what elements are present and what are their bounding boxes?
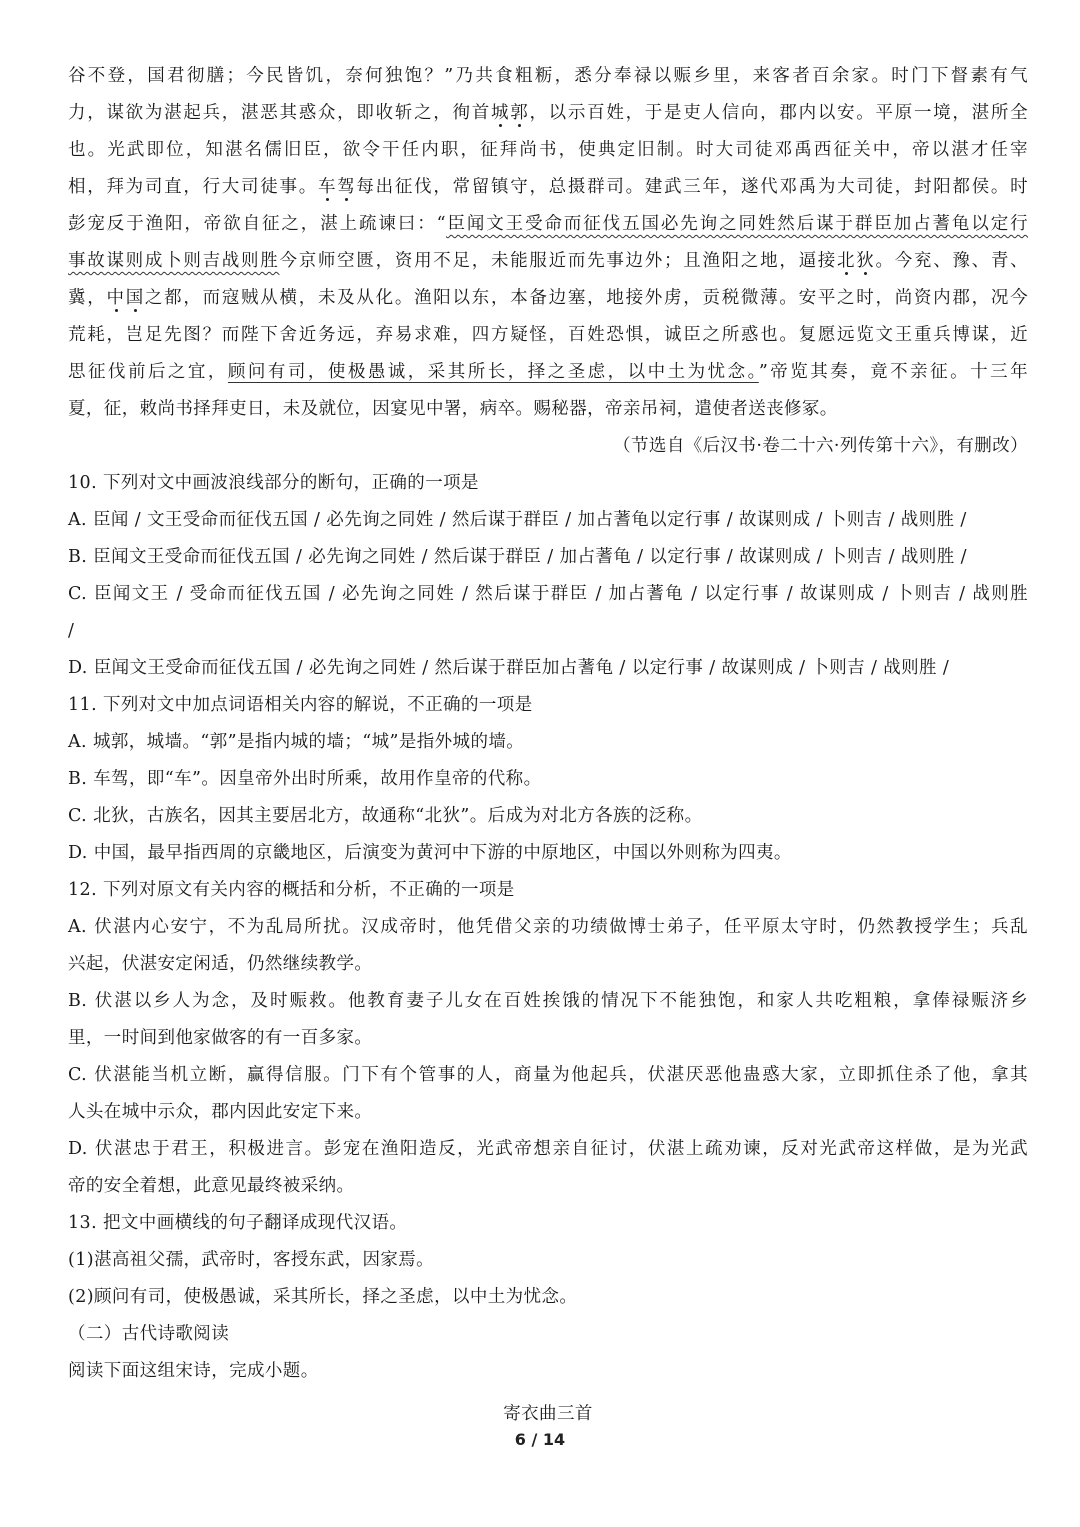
q12-option-a-line2: 兴起，伏湛安定闲适，仍然继续教学。 xyxy=(68,954,373,974)
dotted-char-di: 狄 xyxy=(856,251,876,271)
section2-instruction: 阅读下面这组宋诗，完成小题。 xyxy=(68,1361,319,1381)
passage-line-9: 思征伐前后之宜，顾问有司，使极愚诚，采其所长，择之圣虑，以中土为忧念。”帝览其奏，竟不亲征。十三年 xyxy=(68,362,1028,382)
q13-sentence-2: (2)顾问有司，使极愚诚，采其所长，择之圣虑，以中土为忧念。 xyxy=(68,1287,578,1307)
q10-stem: 10. 下列对文中画波浪线部分的断句，正确的一项是 xyxy=(68,473,479,493)
dotted-char-jia: 驾 xyxy=(337,177,357,197)
dotted-char-cheng: 城 xyxy=(490,103,511,123)
q11-option-b: B. 车驾，即“车”。因皇帝外出时所乘，故用作皇帝的代称。 xyxy=(68,769,542,789)
q11-stem: 11. 下列对文中加点词语相关内容的解说，不正确的一项是 xyxy=(68,695,533,715)
dotted-char-zhong: 中 xyxy=(106,288,126,308)
section2-heading: （二）古代诗歌阅读 xyxy=(68,1324,230,1344)
q10-option-c-cont: / xyxy=(68,621,75,641)
q12-option-b-line2: 里，一时间到他家做客的有一百多家。 xyxy=(68,1028,373,1048)
q11-option-c: C. 北狄，古族名，因其主要居北方，故通称“北狄”。后成为对北方各族的泛称。 xyxy=(68,806,703,826)
passage-source: （节选自《后汉书·卷二十六·列传第十六》，有删改） xyxy=(613,436,1028,456)
passage-line-10: 夏，征，敕尚书择拜吏日，未及就位，因宴见中署，病卒。赐秘器，帝亲吊祠，遣使者送丧修冢。 xyxy=(68,399,838,419)
q10-option-c: C. 臣闻文王 / 受命而征伐五国 / 必先询之同姓 / 然后谋于群臣 / 加占蓍龟 / 以定行事 / 故谋则成 / 卜则吉 / 战则胜 xyxy=(68,584,1028,604)
dotted-char-che: 车 xyxy=(317,177,338,197)
passage-line-3: 也。光武即位，知湛名儒旧臣，欲令干任内职，征拜尚书，使典定旧制。时大司徒邓禹西征关中，帝以湛才任宰 xyxy=(68,140,1028,160)
dotted-char-bei: 北 xyxy=(837,251,857,271)
poem-title: 寄衣曲三首 xyxy=(503,1404,593,1424)
q11-option-a: A. 城郭，城墙。“郭”是指内城的墙；“城”是指外城的墙。 xyxy=(68,732,525,752)
q12-option-a-line1: A. 伏湛内心安宁，不为乱局所扰。汉成帝时，他凭借父亲的功绩做博士弟子，任平原太守时，仍然教授学生；兵乱 xyxy=(68,917,1028,937)
q13-sentence-1: (1)湛高祖父孺，武帝时，客授东武，因家焉。 xyxy=(68,1250,435,1270)
q12-option-d-line2: 帝的安全着想，此意见最终被采纳。 xyxy=(68,1176,355,1196)
passage-line-7: 冀，中国之都，而寇贼从横，未及从化。渔阳以东，本备边塞，地接外虏，贡税微薄。安平之时，尚资内郡，况今 xyxy=(68,288,1028,308)
q13-stem: 13. 把文中画横线的句子翻译成现代汉语。 xyxy=(68,1213,408,1233)
wavy-underline-part2: 事故谋则成卜则吉战则胜 xyxy=(68,251,280,271)
q10-option-b: B. 臣闻文王受命而征伐五国 / 必先询之同姓 / 然后谋于群臣 / 加占蓍龟 / 以定行事 / 故谋则成 / 卜则吉 / 战则胜 / xyxy=(68,547,967,567)
q12-option-c-line2: 人头在城中示众，郡内因此安定下来。 xyxy=(68,1102,373,1122)
wavy-underline-part1: 臣闻文王受命而征伐五国必先询之同姓然后谋于群臣加占蓍龟以定行 xyxy=(445,214,1028,234)
q12-option-c-line1: C. 伏湛能当机立断，赢得信服。门下有个管事的人，商量为他起兵，伏湛厌恶他蛊惑大家，立即抓住杀了他，拿其 xyxy=(68,1065,1029,1085)
q12-stem: 12. 下列对原文有关内容的概括和分析，不正确的一项是 xyxy=(68,880,515,900)
passage-line-5: 彭宠反于渔阳，帝欲自征之，湛上疏谏曰：“臣闻文王受命而征伐五国必先询之同姓然后谋于群臣加占蓍龟以定行 xyxy=(68,214,1028,234)
q12-option-b-line1: B. 伏湛以乡人为念，及时赈救。他教育妻子儿女在百姓挨饿的情况下不能独饱，和家人共吃粗粮，拿俸禄赈济乡 xyxy=(68,991,1028,1011)
page-number: 6 / 14 xyxy=(514,1430,566,1449)
q11-option-d: D. 中国，最早指西周的京畿地区，后演变为黄河中下游的中原地区，中国以外则称为四夷。 xyxy=(68,843,792,863)
q10-option-a: A. 臣闻 / 文王受命而征伐五国 / 必先询之同姓 / 然后谋于群臣 / 加占蓍龟以定行事 / 故谋则成 / 卜则吉 / 战则胜 / xyxy=(68,510,967,530)
passage-line-6: 事故谋则成卜则吉战则胜今京师空匮，资用不足，未能服近而先事边外；且渔阳之地，逼接北狄。今兖、豫、青、 xyxy=(68,251,1028,271)
passage-line-1: 谷不登，国君彻膳；今民皆饥，奈何独饱？”乃共食粗粝，悉分奉禄以赈乡里，来客者百余家。时门下督素有气 xyxy=(68,66,1028,86)
dotted-char-guo: 郭 xyxy=(510,103,530,123)
passage-line-2: 力，谋欲为湛起兵，湛恶其惑众，即收斩之，徇首城郭，以示百姓，于是吏人信向，郡内以安。平原一境，湛所全 xyxy=(68,103,1028,123)
passage-line-4: 相，拜为司直，行大司徒事。车驾每出征伐，常留镇守，总摄群司。建武三年，遂代邓禹为大司徒，封阳都侯。时 xyxy=(68,177,1029,197)
passage-line-8: 荒耗，岂足先图？而陛下舍近务远，弃易求难，四方疑怪，百姓恐惧，诚臣之所惑也。复愿远览文王重兵博谋，近 xyxy=(68,325,1028,345)
q10-option-d: D. 臣闻文王受命而征伐五国 / 必先询之同姓 / 然后谋于群臣加占蓍龟 / 以定行事 / 故谋则成 / 卜则吉 / 战则胜 / xyxy=(68,658,950,678)
q12-option-d-line1: D. 伏湛忠于君王，积极进言。彭宠在渔阳造反，光武帝想亲自征讨，伏湛上疏劝谏，反对光武帝这样做，是为光武 xyxy=(68,1139,1028,1159)
dotted-char-guo2: 国 xyxy=(125,288,145,308)
document-page xyxy=(68,58,1028,1433)
underlined-sentence: 顾问有司，使极愚诚，采其所长，择之圣虑，以中土为忧念。 xyxy=(227,362,759,382)
